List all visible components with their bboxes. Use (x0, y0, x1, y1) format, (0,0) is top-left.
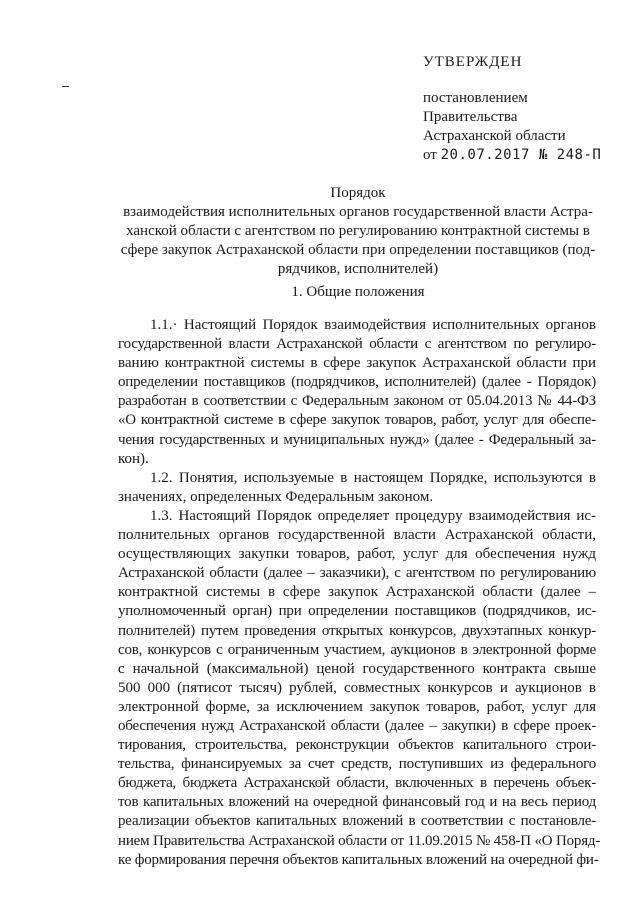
approval-date-number: 20.07.2017 № 248-П (440, 147, 602, 163)
approved-label: УТВЕРЖДЕН (423, 54, 523, 70)
text-line: значениях, определенных Федеральным законом. (118, 488, 434, 505)
approval-date-prefix: от (423, 147, 437, 163)
section-heading: 1. Общие положения (291, 284, 425, 300)
approval-stamp (423, 53, 601, 165)
margin-mark (62, 86, 69, 87)
text-line: бюджета, бюджета Астраханской области, включенных в перечень объек- (118, 775, 596, 792)
text-line: с начальной (максимальной) ценой государственного контракта свыше (118, 660, 596, 677)
text-line: 500 000 (пятисот тысяч) рублей, совместных конкурсов и аукционов в (118, 679, 596, 696)
approval-line-1: постановлением (423, 90, 528, 106)
text-line: государственной власти Астраханской области с агентством по регулиро- (118, 336, 596, 353)
approval-date (423, 146, 601, 165)
text-line: нием Правительства Астраханской области от 11.09.2015 № 458-П «О Поряд- (118, 832, 601, 849)
approval-line-3: Астраханской области (423, 128, 566, 144)
text-line: тирования, строительства, реконструкции объектов капитального строи- (118, 737, 596, 754)
text-line: чения государственных и муниципальных нужд» (далее - Федеральный за- (118, 431, 596, 448)
text-line: определении поставщиков (подрядчиков, исполнителей) (далее - Порядок) (118, 374, 596, 391)
text-line: электронной форме, за исключением закупок товаров, работ, услуг для (118, 698, 596, 715)
text-line: кон). (118, 450, 149, 467)
text-line: тов капитальных вложений на очередной финансовый год и на весь период (118, 794, 596, 811)
text-line: «О контрактной системе в сфере закупок товаров, работ, услуг для обеспе- (118, 412, 596, 429)
text-line: реализации объектов капитальных вложений в соответствии с постановле- (118, 813, 596, 830)
text-line: 1.3. Настоящий Порядок определяет процедуру взаимодействия ис- (150, 507, 596, 524)
title-heading: Порядок (330, 185, 386, 201)
title-line: взаимодействия исполнительных органов государственной власти Астра- (123, 204, 593, 220)
text-line: полнителей) путем проведения открытых конкурсов, двухэтапных конкур- (118, 622, 596, 639)
text-line: контрактной системы в сфере закупок Астраханской области (далее – (118, 584, 596, 601)
text-line: ке формирования перечня объектов капитальных вложений на очередной фи- (118, 851, 599, 868)
text-line: разработан в соответствии с Федеральным законом от 05.04.2013 № 44-ФЗ (118, 393, 596, 410)
text-line: полнительных органов государственной власти Астраханской области, (118, 527, 596, 544)
text-line: 1.1.· Настоящий Порядок взаимодействия исполнительных органов (150, 317, 596, 333)
title-line: сфере закупок Астраханской области при определении поставщиков (под- (120, 242, 596, 258)
title-line: ханской области с агентством по регулированию контрактной системы в (126, 223, 590, 239)
text-line: уполномоченный орган) при определении поставщиков (подрядчиков, ис- (118, 603, 596, 620)
title-line: рядчиков, исполнителей) (277, 261, 439, 277)
text-line: сов, конкурсов с ограниченным участием, аукционов в электронной форме (118, 641, 596, 658)
document-title (118, 184, 598, 279)
text-line: Астраханской области (далее – заказчики), с агентством по регулированию (118, 565, 596, 582)
text-line: 1.2. Понятия, используемые в настоящем Порядке, используются в (150, 469, 596, 486)
text-line: обеспечения нужд Астраханской области (далее – закупки) в сфере проек- (118, 717, 596, 734)
approval-line-2: Правительства (423, 109, 518, 125)
text-line: тельства, финансируемых за счет средств, поступивших из федерального (118, 756, 596, 773)
text-line: осуществляющих закупки товаров, работ, услуг для обеспечения нужд (118, 546, 596, 563)
text-line: ванию контрактной системы в сфере закупок Астраханской области при (118, 355, 596, 372)
document-body (118, 316, 601, 870)
